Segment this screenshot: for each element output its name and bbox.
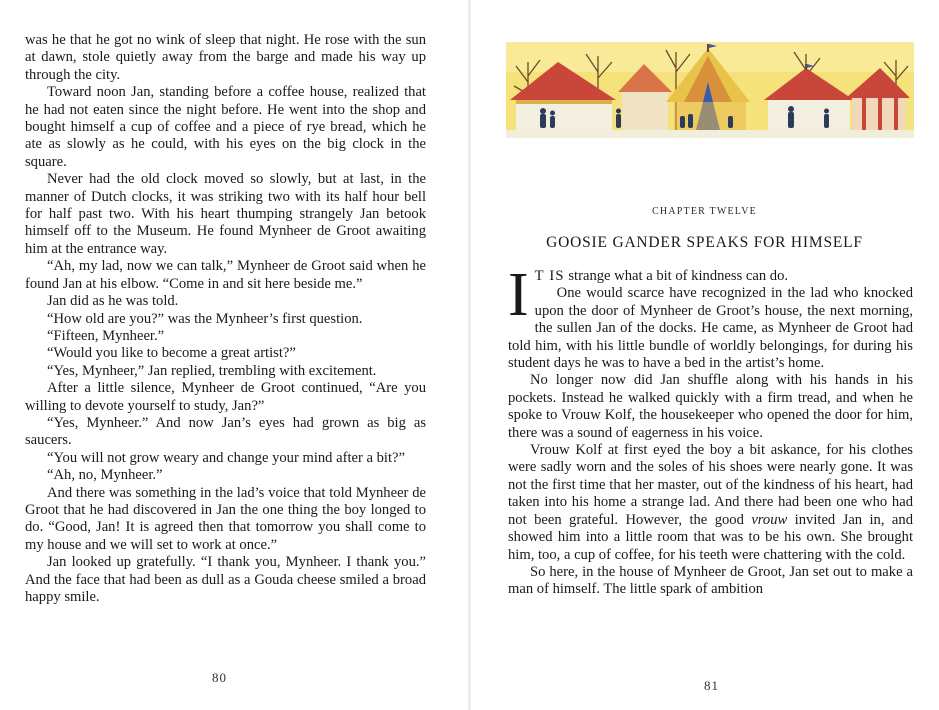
right-page-text	[508, 261, 913, 599]
italic-word: vrouw	[751, 511, 788, 528]
paragraph: “You will not grow weary and change your mind after a bit?”	[47, 449, 405, 466]
paragraph: One would scarce have recognized in the lad who knocked upon the door of Mynheer de Groot’s house, the next morning, the sullen Jan of the docks. He came, as Mynheer de Groot had told him, with his little bundle of worldly belongings, for during his student days he was to have a bed in the artist’s home.	[508, 285, 913, 372]
paragraph: Toward noon Jan, standing before a coffee house, realized that he had not eaten since the night before. He went into the shop and bought himself a cup of coffee and a piece of rye bread, which he ate as slowly as he could, with his eyes on the big clock in the square.	[25, 84, 426, 170]
paragraph: After a little silence, Mynheer de Groot continued, “Are you willing to devote yourself to study, Jan?”	[25, 380, 426, 414]
left-page-text	[25, 32, 426, 606]
tents-illustration-image	[506, 42, 914, 138]
paragraph	[508, 442, 913, 564]
opening-lead: T IS	[534, 268, 565, 284]
paragraph: was he that he got no wink of sleep that night. He rose with the sun at dawn, stole quietly away from the barge and made his way up through the city.	[25, 32, 426, 83]
page-number: 81	[704, 678, 719, 693]
text-run: invited Jan in, and showed him into a little room that was to be his own. She brought him, too, a cup of coffee, for his teeth were chattering with the cold.	[508, 511, 913, 563]
page-number: 80	[212, 670, 227, 685]
drop-cap: I	[508, 261, 529, 329]
chapter-label: CHAPTER TWELVE	[652, 206, 757, 217]
paragraph: Jan did as he was told.	[47, 293, 179, 310]
paragraph: “How old are you?” was the Mynheer’s first question.	[47, 310, 363, 327]
paragraph: Jan looked up gratefully. “I thank you, Mynheer. I thank you.” And the face that had been as dull as a Gouda cheese smiled a broad happy smile.	[25, 554, 426, 605]
right-page	[470, 0, 939, 710]
paragraph: “Ah, no, Mynheer.”	[47, 467, 163, 484]
paragraph: “Yes, Mynheer,” Jan replied, trembling with excitement.	[47, 362, 377, 379]
chapter-title: GOOSIE GANDER SPEAKS FOR HIMSELF	[546, 234, 863, 251]
chapter-illustration	[506, 42, 914, 138]
paragraph: “Yes, Mynheer.” And now Jan’s eyes had grown as big as saucers.	[25, 414, 426, 449]
paragraph: “Would you like to become a great artist?”	[47, 345, 296, 362]
paragraph: “Ah, my lad, now we can talk,” Mynheer de Groot said when he found Jan at his elbow. “Come in and sit here beside me.”	[25, 258, 426, 292]
text-run: Vrouw Kolf at first eyed the boy a bit askance, for his clothes were sadly worn and the soles of his shoes were nearly gone. It was not the first time that her master, out of the kindness of his heart, had taken into his home a strange lad. And there had been one who had not been grateful. However, the good	[508, 442, 913, 528]
paragraph: Never had the old clock moved so slowly, but at last, in the manner of Dutch clocks, it was striking two with its half hour bell for half past two. With his heart thumping strangely Jan betook himself off to the Museum. He found Mynheer de Groot awaiting him at the entrance way.	[25, 171, 426, 257]
paragraph: No longer now did Jan shuffle along with his hands in his pockets. Instead he walked quickly with a firm tread, and when he spoke to Vrouw Kolf, the housekeeper who opened the door for him, there was a sound of eagerness in his voice.	[508, 372, 913, 441]
paragraph: So here, in the house of Mynheer de Groot, Jan set out to make a man of himself. The little spark of ambition	[508, 563, 913, 598]
opening-rest: strange what a bit of kindness can do.	[564, 268, 789, 284]
paragraph: And there was something in the lad’s voice that told Mynheer de Groot that he had discovered in Jan the one thing the boy longed to do. “Good, Jan! It is agreed then that tomorrow you shall come to my house and we will set to work at once.”	[25, 484, 426, 553]
paragraph: “Fifteen, Mynheer.”	[47, 327, 165, 344]
